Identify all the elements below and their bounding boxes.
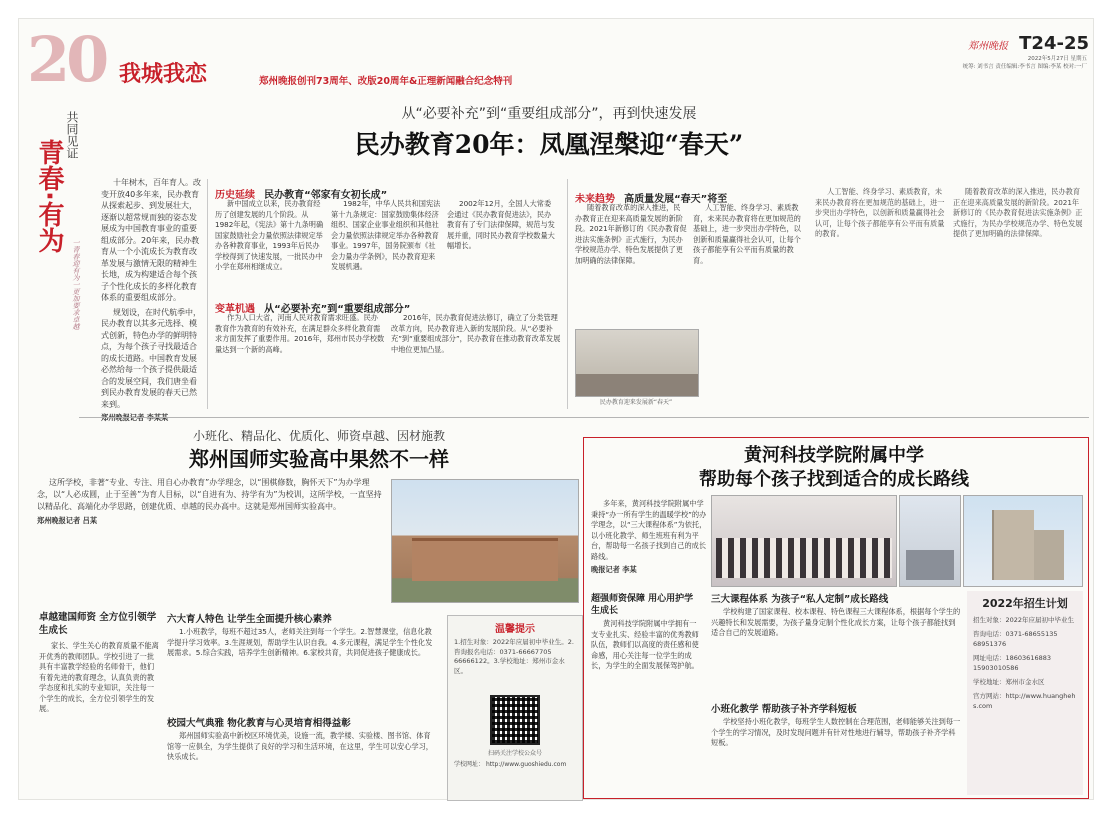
- hh-sec2-text: 学校构建了国家课程、校本课程、特色课程三大课程体系，根据每个学生的兴趣特长和发展需要，为孩子量身定制个性化成长方案，让每个孩子都能找到适合自己的发展道路。: [711, 607, 961, 637]
- website-label: 学校网址：: [454, 761, 485, 768]
- hh-sec2-body: [711, 607, 961, 695]
- filler-col-1: [815, 187, 945, 407]
- plan-title: 2022年招生计划: [982, 597, 1068, 610]
- future-p1: 随着教育改革的深入推进，民办教育正在迎来高质量发展的新阶段。2021年新修订的《民办教育促进法实施条例》正式施行，为民办学校规范办学、特色发展提供了更加明确的法律保障。: [575, 203, 687, 265]
- plan-item: 咨询电话：0371-68655135 68951376: [973, 630, 1058, 648]
- building-shape: [1034, 530, 1064, 580]
- future-photo-caption: 民办教育迎来发展新“春天”: [599, 399, 673, 406]
- divider: [567, 179, 568, 409]
- history-col-2: [331, 199, 441, 289]
- zz-intro: [37, 477, 383, 595]
- change-col-1: [215, 313, 385, 409]
- change-label: 变革机遇: [215, 304, 255, 315]
- hh-intro-text: 多年来，黄河科技学院附属中学秉持“办一所有学生的温暖学校”的办学理念，以“三大课程体系”为依托，以小班化教学、师生班班有利为平台，帮助每一名孩子找到自己的成长路线。: [591, 499, 707, 561]
- side-banner: [31, 109, 91, 379]
- scan-label: 扫码关注学校公众号: [487, 750, 542, 757]
- tips-text: 1.招生对象：2022年应届初中毕业生。2.咨询报名电话：0371-66667705 66666122。3.学校地址：郑州市金水区。: [454, 638, 574, 675]
- history-col-1: [215, 199, 325, 289]
- zz-kicker: 小班化、精品化、优质化、师资卓越、因材施教: [192, 429, 445, 443]
- future-p2-cont: 人工智能、终身学习、素质教育，未来民办教育将在更加规范的基础上，进一步突出办学特色，以创新和质量赢得社会认可，让每个孩子都能享有公平而有质量的教育。: [815, 187, 945, 238]
- students-group-shape: [716, 538, 892, 578]
- special-issue-subtitle: 郑州晚报创刊73周年、改版20周年&正理新闻融合纪念特刊: [259, 76, 513, 87]
- website-block: [448, 757, 582, 772]
- vertical-caption: 一青春迎有为一更加要求卓越: [72, 239, 80, 330]
- hh-sec3-body: [711, 717, 961, 793]
- zz-sec1-title: 卓越建国师资 全方位引领学生成长: [39, 612, 157, 636]
- zz-intro-author: 郑州晚报记者 吕某: [37, 516, 98, 525]
- plan-list: [967, 611, 1083, 715]
- issue-editors: 统筹: 刘书言 责任编辑:李书言 图编:李某 校对:一厂: [962, 64, 1087, 70]
- zz-headline: 郑州国师实验高中果然不一样: [189, 447, 449, 471]
- zz-tips-box: [447, 615, 583, 801]
- hh-sec2-title: 三大课程体系 为孩子“私人定制”成长路线: [711, 594, 889, 605]
- zz-sec3-text: 郑州国师实验高中新校区环境优美，设施一流，教学楼、实验楼、图书馆、体育馆等一应俱全，为学生提供了良好的学习和生活环境，在这里，学生可以安心学习，快乐成长。: [167, 731, 433, 761]
- plan-item: 网址电话：18603616883 15903010586: [973, 654, 1051, 672]
- zz-sec3-title: 校园大气典雅 物化教育与心灵培育相得益彰: [167, 718, 351, 729]
- tips-title: 温馨提示: [495, 624, 535, 635]
- qr-code: [490, 695, 540, 745]
- future-col-2: [693, 203, 805, 323]
- change-p2: 2016年，民办教育促进法修订，确立了分类管理改革方向，民办教育进入新的发展阶段。从“必要补充”到“重要组成部分”，民办教育在推动教育改革发展中地位更加凸显。: [391, 313, 561, 354]
- classroom-shape: [906, 550, 954, 580]
- change-col-2: [391, 313, 561, 409]
- history-col-3: [447, 199, 557, 289]
- issue-info: [899, 55, 1087, 71]
- building-shape: [412, 538, 558, 581]
- hh-intro: [591, 499, 707, 583]
- future-title: 高质量发展“春天”将至: [624, 194, 728, 205]
- together-text: 共同见证: [65, 111, 79, 159]
- page-header-right: [919, 33, 1089, 54]
- main-kicker: 从“必要补充”到“重要组成部分”，再到快速发展: [401, 106, 697, 122]
- horizontal-divider: [79, 417, 1089, 418]
- main-lead-p2: 规划设，在时代航季中，民办教育以其多元选择、模式创新，特色办学的鲜明特点，为每个孩子寻找最适合的成长道路。中国教育发展必然给每一个孩子提供最适合的发展空间，我们唐坐看到民办教育发展的春天已然来到。: [101, 307, 201, 409]
- plan-item: 学校地址：郑州市金水区: [973, 678, 1045, 686]
- future-col-1: [575, 203, 687, 323]
- main-headline: 民办教育20年：凤凰涅槃迎“春天”: [354, 130, 744, 159]
- vertical-title: 青春·有为: [34, 139, 64, 253]
- zz-intro-text: 这所学校，非著“专业、专注、用自心办教育”办学理念，以“围棋修数，胸怀天下”为办学理念，以“人必成圆，止于至善”为育人目标，以“自进有为、持学有为”为校训，这所学校，一直坚持以精品化、高端化办学思路，创建优质、卓越的民办高中。这就是郑州国师实验高中。: [37, 478, 382, 511]
- hh-intro-author: 晚报记者 李某: [591, 565, 637, 574]
- zz-sec1-text: 家长、学生关心的教育质量不能离开优秀的教师团队。学校引进了一批具有丰富教学经验的名师骨干，他们有着先进的教育理念，认真负责的教学态度和扎实的专业知识，关注每一个学生的成长，全方位引领学生的发展。: [39, 641, 159, 713]
- future-photo: [575, 329, 699, 397]
- zz-sec3-body: [167, 731, 437, 799]
- main-lead-column: [101, 177, 201, 412]
- hh-campus-photo: [963, 495, 1083, 587]
- zz-sec2-text: 1.小班教学，每班不超过35人，老师关注到每一个学生。2.智慧课堂，信息化教学提升学习效率。3.生涯规划，帮助学生认识自我。4.多元课程，满足学生个性化发展需求。5.综合实践，培养学生创新精神。6.家校共育，共同促进孩子健康成长。: [167, 627, 433, 657]
- anniversary-logo: [27, 25, 117, 95]
- big-number: 20: [27, 23, 106, 96]
- divider: [207, 179, 208, 409]
- plan-item: 官方网站：http://www.huanghehs.com: [973, 692, 1076, 710]
- main-lead-author: [101, 413, 201, 424]
- history-title: 民办教育“邻家有女初长成”: [264, 190, 388, 201]
- page-numbers: T24-25: [1019, 33, 1089, 54]
- newspaper-logo: 郑州晚报: [968, 41, 1009, 52]
- section-title: 我城我恋: [119, 62, 208, 87]
- zz-sec1-body: [39, 641, 159, 801]
- zz-campus-photo: [391, 479, 579, 603]
- zz-sec2-title: 六大育人特色 让学生全面提升核心素养: [167, 614, 332, 625]
- issue-date: 2022年5月27日 星期五: [1027, 56, 1087, 62]
- zz-sec2-body: [167, 627, 437, 709]
- photo-crowd-shape: [576, 374, 698, 396]
- change-p1: 作为人口大省，河南人民对教育需求旺盛。民办教育作为教育的有效补充，在满足群众多样化教育需求方面发挥了重要作用。2016年，郑州市民办学校数量达到一个新的高峰。: [215, 313, 385, 354]
- future-p2: 人工智能、终身学习、素质教育，未来民办教育将在更加规范的基础上，进一步突出办学特色，以创新和质量赢得社会认可，让每个孩子都能享有公平而有质量的教育。: [693, 203, 801, 265]
- website-url: http://www.guoshiedu.com: [485, 761, 567, 768]
- newspaper-page: [18, 18, 1094, 800]
- change-title: 从“必要补充”到“重要组成部分”: [264, 304, 411, 315]
- history-label: 历史延续: [215, 190, 255, 201]
- filler-col-2: [953, 187, 1083, 407]
- hh-headline-1: 黄河科技学院附属中学: [744, 445, 924, 466]
- hh-enrollment-plan: [967, 591, 1083, 795]
- hh-students-photo: [711, 495, 897, 587]
- main-lead-p1: 十年树木，百年育人。改变开放40多年来，民办教育从探索起步、到发展壮大，逐渐以超常规而独的姿态发展成为中国教育事业的重要组成部分。20年来，民办教育从一个小流成长为教育改革发展与激情无限的精神生长地，成为构建适合每个孩子个性化成长的多样化教育体系的重要组成部分。: [101, 178, 201, 302]
- hh-sec1-title: 超强师资保障 用心用护学生成长: [591, 594, 694, 616]
- hh-sec3-title: 小班化教学 帮助孩子补齐学科短板: [711, 704, 857, 715]
- tower-shape: [992, 510, 1034, 580]
- history-p3: 2002年12月，全国人大常委会通过《民办教育促进法》，民办教育有了专门法律保障，规范与发展并重，同时民办教育学校数量大幅增长。: [447, 199, 555, 250]
- future-p1-cont: 随着教育改革的深入推进，民办教育正在迎来高质量发展的新阶段。2021年新修订的《民办教育促进法实施条例》正式施行，为民办学校规范办学、特色发展提供了更加明确的法律保障。: [953, 187, 1083, 238]
- history-p1: 新中国成立以来，民办教育经历了创建发展的几个阶段。从1982年起，《宪法》第十九条明确国家鼓励社会力量依照法律规定举办各种教育事业，1993年后民办学校得到了快速发展，一批民办中小学在郑州相继成立。: [215, 199, 324, 271]
- hh-sec1-body: [591, 619, 701, 795]
- hh-sec3-text: 学校坚持小班化教学，每班学生人数控制在合理范围，老师能够关注到每一个学生的学习情况，及时发现问题并有针对性地进行辅导，帮助孩子补齐学科短板。: [711, 717, 961, 747]
- history-p2: 1982年，中华人民共和国宪法第十九条规定：国家鼓励集体经济组织、国家企业事业组织和其他社会力量依照法律规定举办各种教育事业。1997年，国务院颁布《社会力量办学条例》，民办教育迎来发展机遇。: [331, 199, 441, 271]
- hh-headline-2: 帮助每个孩子找到适合的成长路线: [699, 469, 969, 490]
- future-label: 未来趋势: [575, 194, 615, 205]
- hh-classroom-photo: [899, 495, 961, 587]
- hh-sec1-text: 黄河科技学院附属中学拥有一支专业扎实、经验丰富的优秀教师队伍，教师们以高度的责任感和使命感，用心关注每一位学生的成长，为学生的全面发展保驾护航。: [591, 619, 699, 670]
- plan-item: 招生对象：2022年应届初中毕业生: [973, 616, 1075, 624]
